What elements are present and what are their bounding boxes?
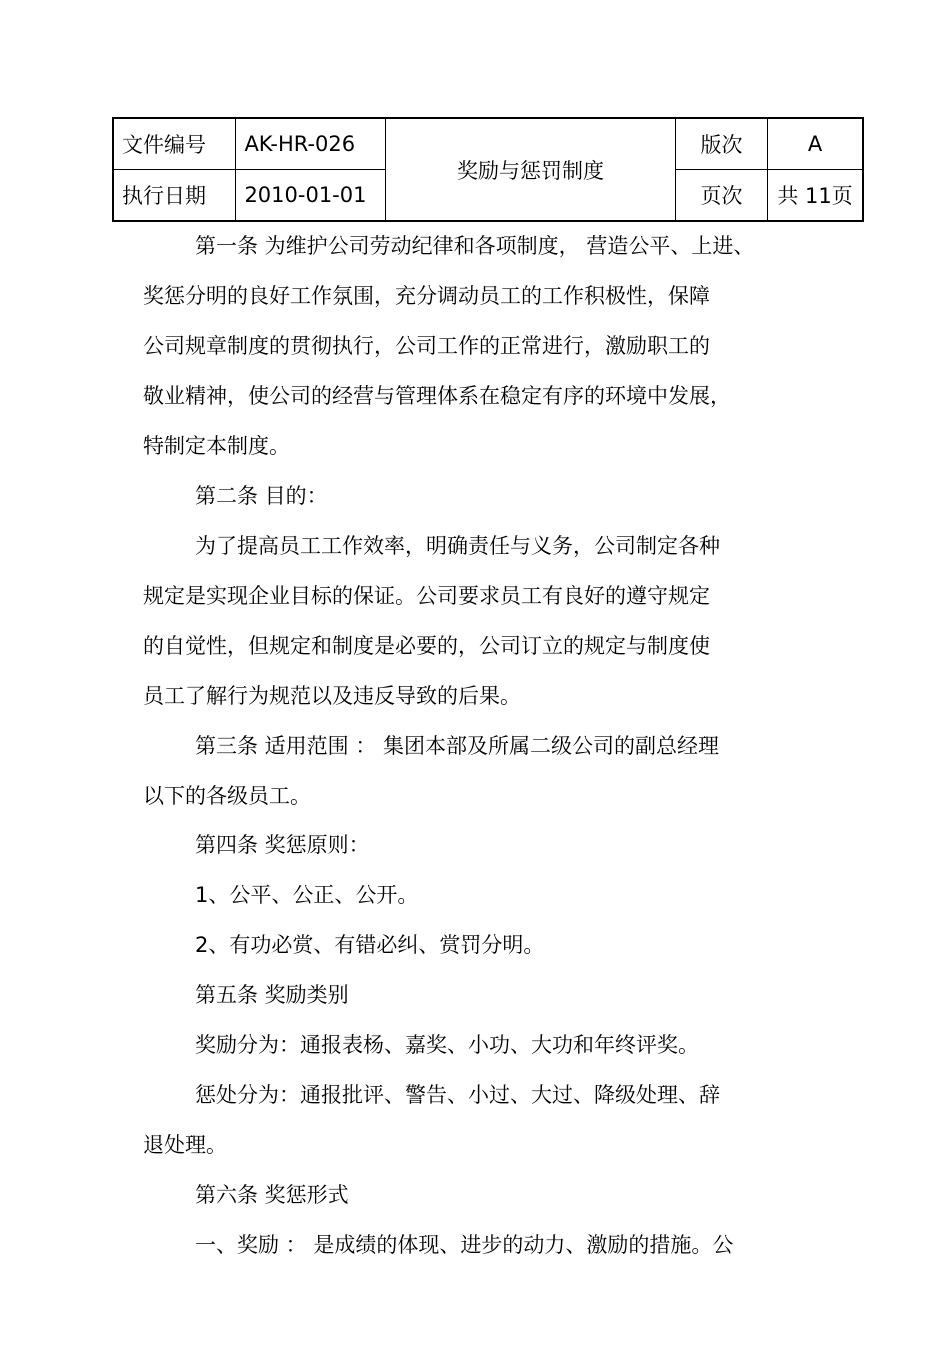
section-heading: 第五条 奖励类别: [195, 983, 349, 1007]
body-line: 员工了解行为规范以及违反导致的后果。: [143, 684, 521, 708]
version-label: 版次: [675, 118, 767, 170]
section-heading: 第二条 目的：: [195, 484, 328, 508]
page-label: 页次: [675, 170, 767, 222]
effective-date-value: 2010-01-01: [236, 170, 386, 222]
effective-date-label: 执行日期: [113, 170, 236, 222]
section-heading: 第六条 奖惩形式: [195, 1183, 349, 1207]
section-heading: 第三条 适用范围 ： 集团本部及所属二级公司的副总经理: [195, 734, 720, 758]
body-line: 特制定本制度。: [143, 434, 290, 458]
list-item: 1、公平、公正、公开。: [195, 883, 419, 907]
body-line: 奖惩分明的良好工作氛围，充分调动员工的工作积极性，保障: [143, 284, 710, 308]
body-line: 惩处分为：通报批评、警告、小过、大过、降级处理、辞: [195, 1083, 720, 1107]
version-value: A: [768, 118, 863, 170]
body-line: 为了提高员工工作效率，明确责任与义务，公司制定各种: [195, 534, 720, 558]
document-title: 奖励与惩罚制度: [386, 118, 676, 221]
document-header-table: [112, 117, 864, 222]
doc-number-label: 文件编号: [113, 118, 236, 170]
page-total: 共 11页: [768, 170, 863, 222]
body-line: 以下的各级员工。: [143, 784, 311, 808]
body-line: 公司规章制度的贯彻执行，公司工作的正常进行，激励职工的: [143, 334, 710, 358]
doc-number-value: AK-HR-026: [236, 118, 386, 170]
body-line: 规定是实现企业目标的保证。公司要求员工有良好的遵守规定: [143, 584, 710, 608]
body-line: 的自觉性，但规定和制度是必要的，公司订立的规定与制度使: [143, 634, 710, 658]
body-line: 敬业精神，使公司的经营与管理体系在稳定有序的环境中发展，: [143, 384, 731, 408]
body-line: 奖励分为：通报表杨、嘉奖、小功、大功和年终评奖。: [195, 1033, 699, 1057]
list-item: 2、有功必赏、有错必纠、赏罚分明。: [195, 933, 545, 957]
body-line: 退处理。: [143, 1133, 227, 1157]
body-line: 一、奖励 ： 是成绩的体现、进步的动力、激励的措施。公: [195, 1233, 734, 1257]
section-heading: 第四条 奖惩原则：: [195, 833, 370, 857]
body-line: 第一条 为维护公司劳动纪律和各项制度， 营造公平、上进、: [195, 234, 755, 258]
